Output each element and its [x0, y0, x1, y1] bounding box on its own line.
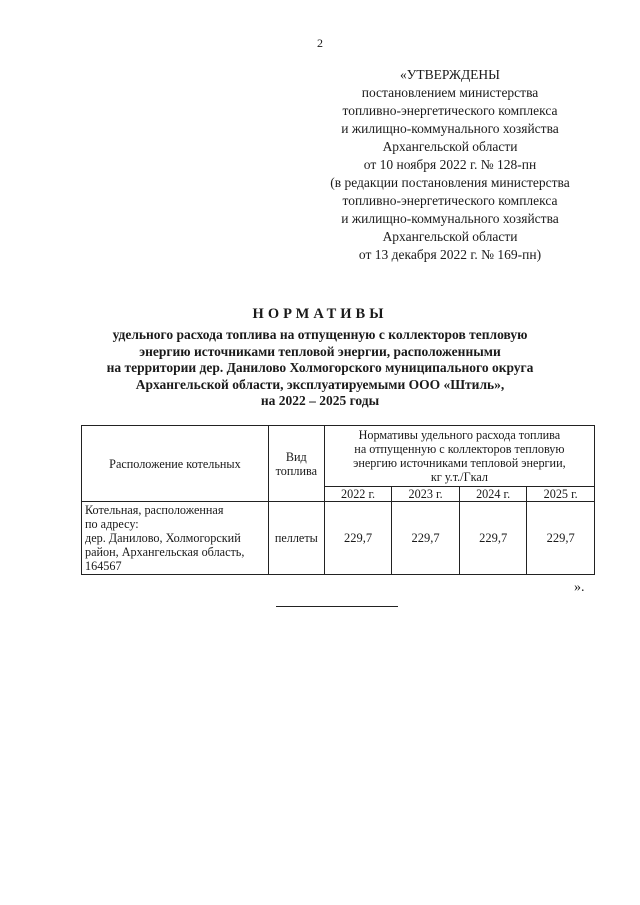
header-year: 2022 г. [324, 487, 392, 502]
header-fuel-type [268, 426, 324, 502]
approval-line: и жилищно-коммунального хозяйства [341, 121, 559, 136]
table-row [82, 502, 595, 575]
header-year: 2024 г. [459, 487, 527, 502]
approval-line: Архангельской области [382, 229, 518, 244]
value-cell: 229,7 [392, 502, 460, 575]
value-cell: 229,7 [527, 502, 595, 575]
subtitle-line: на территории дер. Данилово Холмогорского муниципального округа [106, 360, 534, 375]
header-norms-line: на отпущенную с коллекторов тепловую [354, 442, 565, 456]
subtitle-line: энергию источниками тепловой энергии, расположенными [139, 343, 501, 359]
approval-line: и жилищно-коммунального хозяйства [341, 211, 559, 226]
subtitle-line: на 2022 – 2025 годы [260, 393, 380, 408]
location-cell [82, 502, 269, 575]
fuel-cell: пеллеты [268, 502, 324, 575]
table-header-row [82, 426, 595, 487]
approval-line: Архангельской области [382, 139, 518, 154]
header-fuel-line: Вид [285, 449, 307, 464]
approval-line: топливно-энергетического комплекса [342, 103, 558, 118]
document-subtitle [60, 327, 580, 410]
header-norms-line: энергию источниками тепловой энергии, [353, 456, 566, 470]
header-norms-line: Нормативы удельного расхода топлива [358, 428, 561, 442]
subtitle-line: удельного расхода топлива на отпущенную с коллекторов тепловую [112, 327, 528, 342]
page-number: 2 [317, 36, 323, 50]
closing-quote-mark: ». [574, 580, 585, 595]
header-year: 2023 г. [392, 487, 460, 502]
approval-line: «УТВЕРЖДЕНЫ [400, 67, 500, 82]
approval-line: от 10 ноября 2022 г. № 128-пн [363, 157, 537, 172]
location-line: 164567 [85, 559, 122, 573]
header-fuel-line: топлива [275, 463, 318, 478]
subtitle-line: Архангельской области, эксплуатируемыми ООО «Штиль», [135, 376, 505, 392]
header-year: 2025 г. [527, 487, 595, 502]
location-line: район, Архангельская область, [85, 545, 245, 559]
document-title: НОРМАТИВЫ [252, 306, 388, 322]
header-location: Расположение котельных [82, 426, 269, 502]
separator-line [276, 606, 398, 607]
approval-line: топливно-энергетического комплекса [342, 193, 558, 208]
header-norms-line: кг у.т./Гкал [430, 470, 488, 484]
location-line: Котельная, расположенная [85, 503, 224, 517]
location-line: по адресу: [85, 517, 139, 531]
value-cell: 229,7 [459, 502, 527, 575]
approval-line: от 13 декабря 2022 г. № 169-пн) [358, 247, 542, 262]
document-heading [60, 306, 580, 410]
location-line: дер. Данилово, Холмогорский [85, 531, 241, 545]
approval-stamp-block [290, 66, 610, 264]
approval-line: постановлением министерства [361, 85, 539, 100]
approval-line: (в редакции постановления министерства [330, 175, 570, 190]
norms-table [81, 425, 595, 575]
value-cell: 229,7 [324, 502, 392, 575]
header-norms [324, 426, 594, 487]
